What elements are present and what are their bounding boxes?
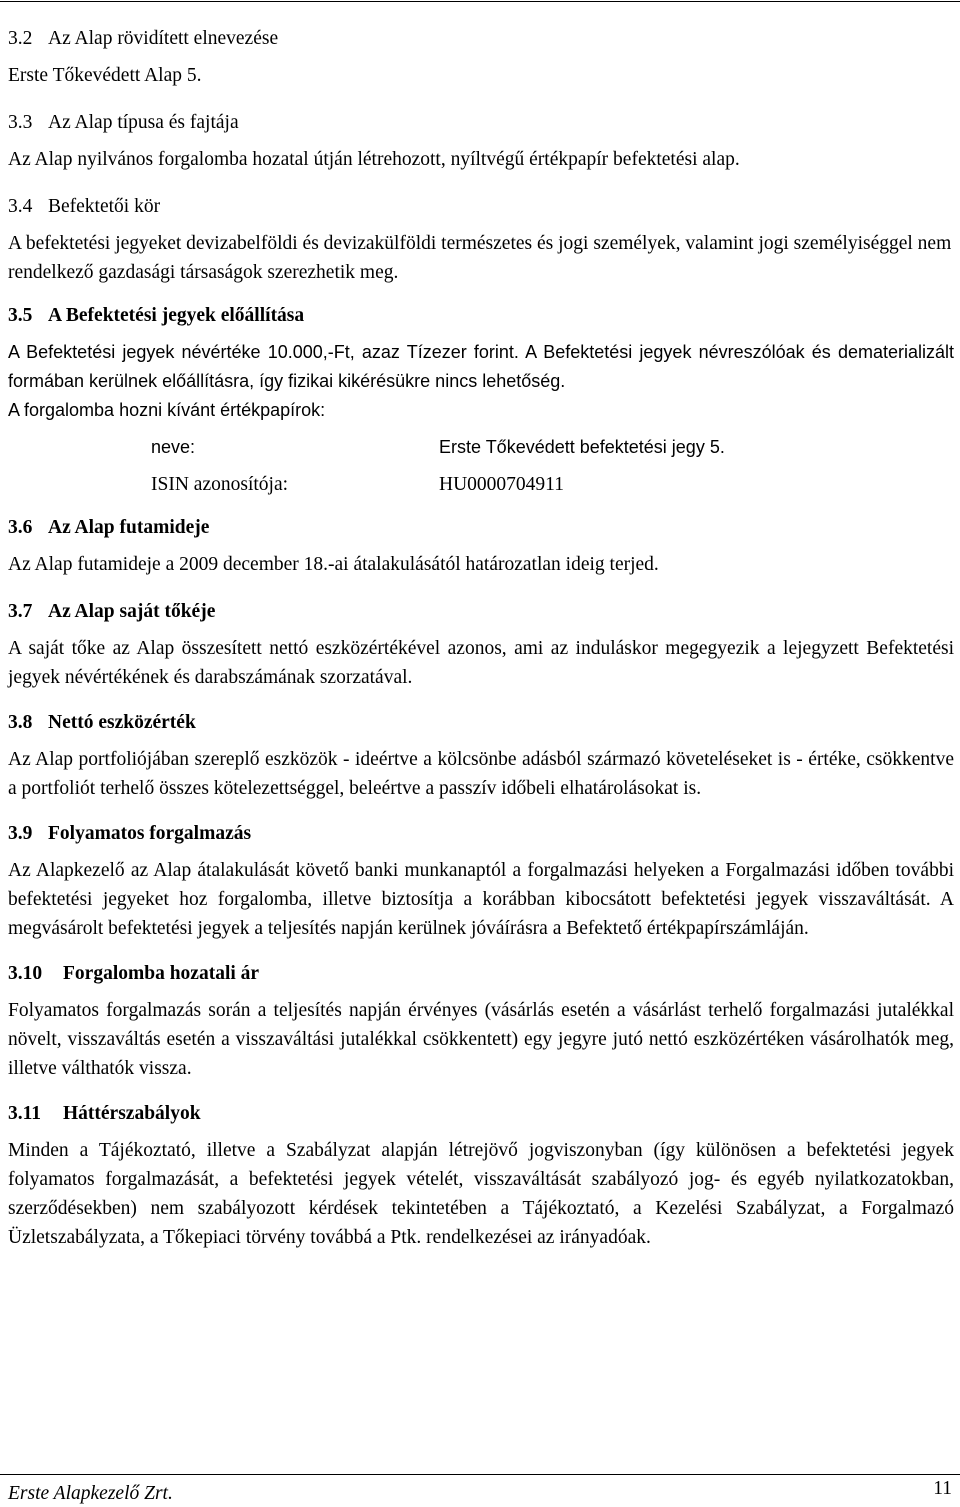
section-title: Az Alap típusa és fajtája [48, 112, 239, 133]
section-title: Forgalomba hozatali ár [63, 963, 260, 984]
section-heading [8, 513, 954, 542]
footer-company: Erste Alapkezelő Zrt. [8, 1483, 173, 1504]
section-3-3 [8, 108, 954, 174]
section-title: Az Alap futamideje [48, 517, 210, 538]
section-number: 3.8 [8, 712, 33, 733]
paragraph: A befektetési jegyeket devizabelföldi és devizakülföldi természetes és jogi személyek, valamint jogi személyiséggel nem rendelkező gazdasági társaságok szerezhetik meg. [8, 233, 952, 283]
footer-rule [0, 1474, 960, 1475]
isin-label: ISIN azonosítója: [151, 474, 289, 495]
paragraph: Az Alap portfoliójában szereplő eszközök - ideértve a kölcsönbe adásból származó követeléseket is - értéke, csökkentve a portfoliót terhelő összes kötelezettséggel, beleértve a passzív időbeli elhatárolásokat is. [8, 749, 954, 799]
section-heading [8, 1099, 954, 1128]
section-number: 3.4 [8, 196, 33, 217]
section-number: 3.5 [8, 305, 33, 326]
paragraph: A forgalomba hozni kívánt értékpapírok: [8, 400, 326, 420]
section-heading [8, 192, 954, 221]
section-title: Az Alap rövidített elnevezése [48, 28, 279, 49]
paragraph: Az Alap futamideje a 2009 december 18.-ai átalakulásától határozatlan ideig terjed. [8, 554, 659, 575]
section-3-6 [8, 513, 954, 579]
paragraph: Az Alap nyilvános forgalomba hozatal útján létrehozott, nyíltvégű értékpapír befektetési alap. [8, 149, 740, 170]
section-title: Nettó eszközérték [48, 712, 196, 733]
section-number: 3.6 [8, 517, 33, 538]
section-3-5 [8, 301, 954, 499]
page-number: 11 [933, 1478, 952, 1499]
section-heading [8, 597, 954, 626]
security-name-value: Erste Tőkevédett befektetési jegy 5. [439, 437, 725, 457]
security-name-label: neve: [151, 437, 196, 457]
paragraph: Minden a Tájékoztató, illetve a Szabályzat alapján létrejövő jogviszonyban (így különösen a befektetési jegyek folyamatos forgalmazását, a befektetési jegyek vételét, visszaváltását szabályozó jog- és egyéb nyilatkozatokban, szerződésekben) nem szabályozott kérdések tekintetében a Tájékoztató, a Kezelési Szabályzat, a Forgalmazó Üzletszabályzata, a Tőkepiaci törvény továbbá a Ptk. rendelkezései az irányadóak. [8, 1140, 954, 1248]
section-3-11 [8, 1099, 954, 1252]
document-page [8, 24, 954, 1264]
paragraph: Az Alapkezelő az Alap átalakulását követő banki munkanaptól a forgalmazási helyeken a Forgalmazási időben további befektetési jegyeket hoz forgalomba, illetve biztosítja a korábban kibocsátott befektetési jegyek visszaváltását. A megvásárolt befektetési jegyek a teljesítés napján kerülnek jóváírásra a Befektető értékpapírszámláján. [8, 860, 954, 939]
section-number: 3.10 [8, 963, 43, 984]
section-heading [8, 819, 954, 848]
paragraph: A Befektetési jegyek névértéke 10.000,-Ft, azaz Tízezer forint. A Befektetési jegyek névreszólóak és dematerializált formában kerülnek előállításra, így fizikai kikérésükre nincs lehetőség. [8, 342, 954, 391]
section-title: A Befektetési jegyek előállítása [48, 305, 305, 326]
section-heading [8, 708, 954, 737]
section-3-4 [8, 192, 954, 287]
section-3-8 [8, 708, 954, 803]
section-number: 3.7 [8, 601, 33, 622]
paragraph: Folyamatos forgalmazás során a teljesítés napján érvényes (vásárlás esetén a vásárlást terhelő forgalmazási jutalékkal növelt, visszaváltás esetén a visszaváltási jutalékkal csökkentett) egy jegyre jutó nettó eszközértéken vásárolhatók meg, illetve válthatók vissza. [8, 1000, 954, 1079]
section-3-10 [8, 959, 954, 1083]
isin-value: HU0000704911 [439, 474, 564, 495]
section-3-7 [8, 597, 954, 692]
section-heading [8, 24, 954, 53]
section-heading [8, 301, 954, 330]
section-title: Az Alap saját tőkéje [48, 601, 216, 622]
section-title: Befektetői kör [48, 196, 161, 217]
security-name-row [151, 433, 954, 462]
paragraph: A saját tőke az Alap összesített nettó eszközértékével azonos, ami az induláskor megegyezik a lejegyzett Befektetési jegyek névértékének és darabszámának szorzatával. [8, 638, 954, 688]
section-number: 3.2 [8, 28, 33, 49]
paragraph: Erste Tőkevédett Alap 5. [8, 65, 202, 86]
section-heading [8, 108, 954, 137]
section-number: 3.3 [8, 112, 33, 133]
section-number: 3.9 [8, 823, 33, 844]
section-title: Háttérszabályok [63, 1103, 201, 1124]
top-rule [0, 1, 960, 2]
section-title: Folyamatos forgalmazás [48, 823, 252, 844]
section-3-2 [8, 24, 954, 90]
section-number: 3.11 [8, 1103, 42, 1124]
section-heading [8, 959, 954, 988]
section-3-9 [8, 819, 954, 943]
isin-row [151, 470, 954, 499]
